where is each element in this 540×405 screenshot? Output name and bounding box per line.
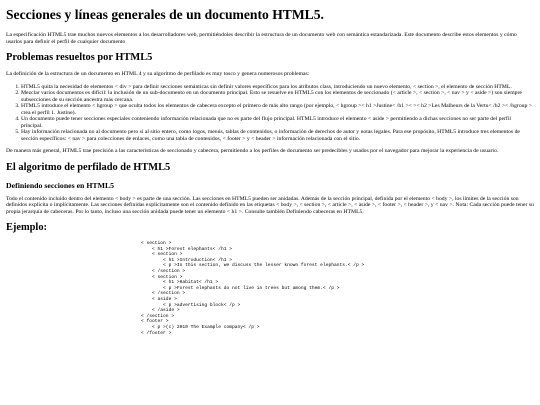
list-item: 4. Un documento puede tener secciones especiales conteniendo información relacionada que no es parte del flujo principal. HTML5 introduce el elemento < aside > permitiendo a dichas secciones no ser parte del perfil principal.	[21, 116, 534, 129]
sections-subheading: Definiendo secciones en HTML5	[6, 180, 115, 190]
list-item: 3. HTML5 introduce el elemento < hgroup > que oculta todos los elementos de cabecera excepto el primero de más alto rango (por ejemplo, < hgroup >< h1 >Justine< /h1 >< >< h2 >Les Malheurs de la Vertu< /h2 >< /hgroup > crea el perfil 1. Justine).	[21, 103, 534, 116]
list-item: 1. HTML5 quita la necesidad de elementos < div > para definir secciones semánticas sin definir valores específicos para los atributos class, introduciendo un nuevo elemento, < section >, el elemento de sección HTML.	[21, 84, 534, 91]
example-heading: Ejemplo:	[6, 222, 47, 233]
list-item: 5. Hay información relacionada no al documento pero sí al sitio entero, como logos, menús, tablas de contenidos, o información de derechos de autor y notas legales. Para ese propósito, HTML5 introduce tres elementos de sección específicos: < nav > para colecciones de enlaces, como una tabla de contenidos, < footer > y < header > información relacionada con el sitio.	[21, 129, 534, 142]
problems-closing: De manera más general, HTML5 trae precisión a las características de seccionado y cabecera, permitiendo a los perfiles de documento ser predecibles y usados por el navegador para mejorar la experiencia de usuario.	[6, 148, 499, 154]
page-title: Secciones y líneas generales de un documento HTML5.	[6, 7, 324, 22]
algorithm-heading: El algoritmo de perfilado de HTML5	[6, 161, 171, 173]
sections-paragraph: Todo el contenido incluido dentro del elemento < body > es parte de una sección. Las secciones en HTML5 pueden ser anidadas. Además de la sección principal, definida por el elemento < body >, los límites de la sección son definidos explícita o implícitamente. Las secciones definidas explícitamente son el contenido definido en las etiquetas < body >, < section >, < article >, < aside >, < footer >, < header >, y < nav >. Nota: Cada sección puede tener su propia jerarquía de cabeceras. Por lo tanto, incluso una sección anidada puede tener un elemento < h1 >. Consulte también Definiendo cabeceras en HTML5.	[6, 195, 534, 215]
problems-list	[6, 84, 534, 143]
problems-heading: Problemas resueltos por HTML5	[6, 52, 153, 63]
intro-paragraph: La especificación HTML5 trae muchos nuevos elementos a los desarrolladores web, permitiéndoles describir la estructura de un documento web con semántica estandarizada. Este documento describe estos elementos y cómo usarlos para definir el perfil de cualquier documento	[6, 32, 517, 45]
list-item: 2. Mezclar varios documentos es difícil: la inclusión de un sub-documento en un documento principal. Esto se resuelve en HTML5 con los elementos de seccionado (< article >, < section >, < nav > y < aside >) son siempre subsecciones de su sección ancestra más cercana.	[21, 90, 534, 103]
code-example: < section > < h1 >Forest elephants< /h1 > < section > < h1 >Introduction< /h1 > < p >In this section, we discuss the lesser known forest elephants.< /p > < /section > < section > < h1 >Habitat< /h1 > < p >Forest elephants do not live in trees but among them.< /p > < /section > < aside > < p >advertising block< /p > < /aside > < /section > < footer > < p >(c) 2010 The Example company< /p > < /footer >	[141, 241, 365, 336]
problems-lead: La definición de la estructura de un documento en HTML 4 y su algoritmo de perfilado es muy tosco y genera numerosos problemas:	[6, 71, 310, 77]
